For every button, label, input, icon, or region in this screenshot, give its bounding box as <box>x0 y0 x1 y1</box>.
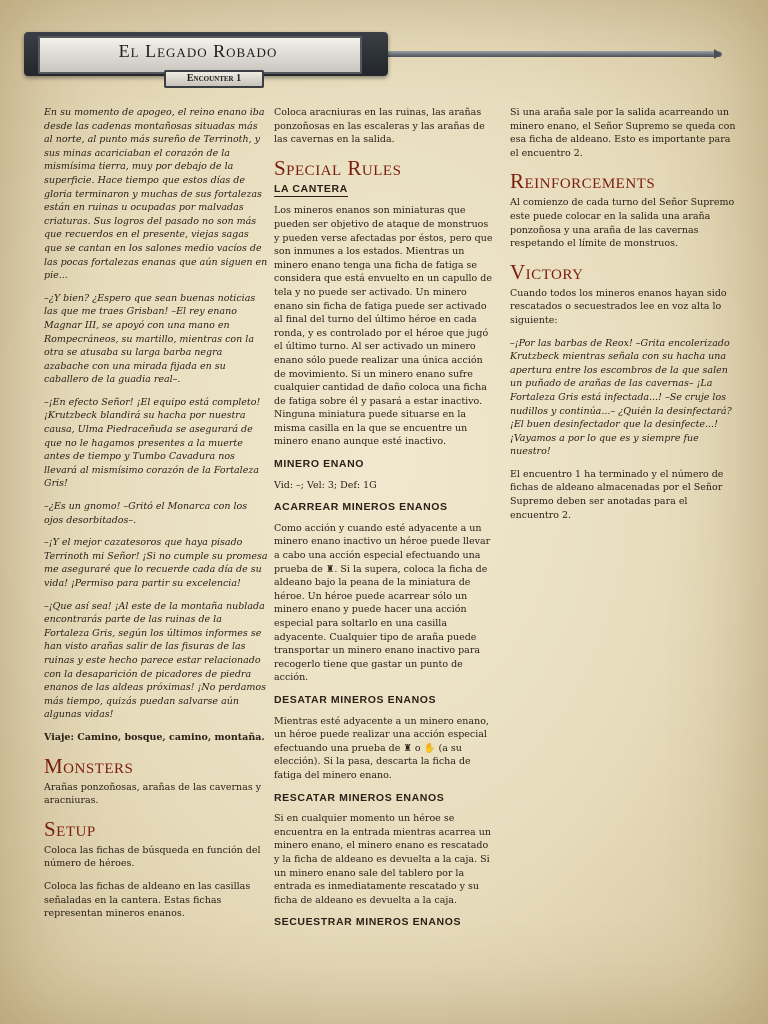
dialogue-paragraph: –¿Es un gnomo! –Gritó el Monarca con los ojos desorbitados–. <box>44 501 248 526</box>
setup-heading: Setup <box>44 816 96 841</box>
victory-text: Cuando todos los mineros enanos hayan sido rescatados o secuestrados lee en voz alta lo siguiente: <box>510 287 727 326</box>
special-rules-heading: Special Rules <box>274 155 402 180</box>
dialogue-paragraph: –¡En efecto Señor! ¡El equipo está completo! ¡Krutzbeck blandirá su hacha por nuestra causa, Ulma Piedraceñuda se asegurará de que no le hagamos presentes a la muerte antes de tiempo y Tumbo Cavadura nos llevará al mismísimo corazón de la Fortaleza Gris! <box>44 396 261 490</box>
column-middle <box>274 106 494 937</box>
minero-stats: Vid: –; Vel: 3; Def: 1G <box>274 479 377 491</box>
cantera-heading: LA CANTERA <box>274 183 348 198</box>
secuestrar-heading: SECUESTRAR MINEROS ENANOS <box>274 916 462 929</box>
encounter-label: Encounter 1 <box>164 70 264 88</box>
intro-paragraph: En su momento de apogeo, el reino enano iba desde las cadenas montañosas situadas más al norte, al punto más sureño de Terrinoth, y sus minas acariciaban el corazón de la mismísima tierra, muy por debajo de la superficie. Hace tiempo que estos días de gloria terminaron y muchas de sus fortalezas están en ruinas u ocupadas por malvadas criaturas. Sus logros del pasado no son más que recuerdos en el presente, viejas sagas que se cantan en los salones medio vacíos de las pocas fortalezas enanas que aún siguen en pie... <box>44 107 268 282</box>
minero-heading: MINERO ENANO <box>274 458 365 471</box>
desatar-heading: DESATAR MINEROS ENANOS <box>274 693 437 706</box>
banner-sword-tip <box>714 49 722 59</box>
victory-quote: –¡Por las barbas de Reox! –Grita encolerizado Krutzbeck mientras señala con su hacha una apertura entre los escombros de la que salen un puñado de arañas de las cavernas– ¡La Fortaleza Gris está infectada...! –Se cruje los nudillos y continúa...– ¿Quién la desinfectará? ¡El buen desinfectador que la desinfecte...! ¡Vayamos a por lo que es y siempre fue nuestro! <box>510 337 732 458</box>
monsters-heading: Monsters <box>44 753 134 778</box>
dialogue-paragraph: –¡Que así sea! ¡Al este de la montaña nublada encontrarás parte de las ruinas de la Fortaleza Gris, según los últimos informes se han visto arañas salir de las fisuras de las ruinas y este hecho parece estar relacionado con la desaparición de picadores de piedra enanos de las aldeas próximas! ¡No perdamos más tiempo, quizás puedan salvarse aún algunas vidas! <box>44 600 267 721</box>
ending-text: El encuentro 1 ha terminado y el número de fichas de aldeano almacenadas por el Señor Supremo deben ser anotadas para el encuentro 2. <box>510 468 724 521</box>
setup-paragraph: Coloca las fichas de búsqueda en función del número de héroes. <box>44 844 261 870</box>
reinforcements-heading: Reinforcements <box>510 169 656 194</box>
rescatar-heading: RESCATAR MINEROS ENANOS <box>274 791 445 804</box>
setup-paragraph: Coloca las fichas de aldeano en las casillas señaladas en la cantera. Estas fichas representan mineros enanos. <box>44 880 251 920</box>
rescatar-text: Si en cualquier momento un héroe se encuentra en la entrada mientras acarrea un minero enano, el minero enano es rescatado y la ficha de aldeano es devuelta a la caja. Si un minero enano sale del tablero por la entrada es inmediatamente rescatado y su ficha de aldeano es devuelta a la caja. <box>274 813 491 906</box>
dialogue-paragraph: –¿Y bien? ¿Espero que sean buenas noticias las que me traes Grisban! –El rey enano Magnar III, se apoyó con una mano en Rompecráneos, su martillo, mientras con la otra se atusaba su larga barba negra azabache con una mirada fijada en su caballero de la guadia real–. <box>44 292 256 386</box>
column-right <box>510 106 736 531</box>
reinforcements-text: Al comienzo de cada turno del Señor Supremo este puede colocar en la salida una araña ponzoñosa y una araña de las cavernas respetando el límite de monstruos. <box>510 197 735 250</box>
desatar-text: Mientras esté adyacente a un minero enano, un héroe puede realizar una acción especial efectuando una prueba de ♜ o ✋ (a su elección). Si la pasa, descarta la ficha de fatiga del minero enano. <box>274 715 489 781</box>
cantera-text: Los mineros enanos son miniaturas que pueden ser objetivo de ataque de monstruos y pueden verse afectadas por éstos, pero que son inmunes a los estados. Mientras un minero enano tenga una ficha de fatiga se considera que está envuelto en un capullo de tela y no puede ser activado. Un minero enano sin ficha de fatiga puede ser activado al final del turno del último héroe en cada ronda, y es controlado por el héroe que jugó el último turno. Al ser activado un minero enano sólo puede realizar una única acción de movimiento. Si un minero enano sufre cualquier cantidad de daño coloca una ficha de fatiga sobre él y pasará a estar inactivo. Ninguna miniatura puede situarse en la misma casilla en la que se encuentre un minero enano aunque esté inactivo. <box>274 205 493 448</box>
secuestrar-text: Si una araña sale por la salida acarreando un minero enano, el Señor Supremo se queda con esa ficha de aldeano. Esto es importante para el encuentro 2. <box>510 107 736 159</box>
monsters-text: Arañas ponzoñosas, arañas de las cavernas y aracniuras. <box>44 781 262 807</box>
acarrear-heading: ACARREAR MINEROS ENANOS <box>274 501 448 514</box>
victory-heading: Victory <box>510 259 584 284</box>
page-title: El Legado Robado <box>118 41 278 61</box>
acarrear-text: Como acción y cuando esté adyacente a un minero enano inactivo un héroe puede llevar a cabo una acción especial efectuando una prueba de ♜. Si la supera, coloca la ficha de aldeano bajo la peana de la miniatura de héroe. Un héroe puede acarrear sólo un minero enano y puede hacer una acción especial para soltarlo en una casilla adyacente. Cualquier tipo de araña puede transportar un minero enano inactivo para recogerlo tiene que gastar un punto de acción. <box>274 522 491 684</box>
banner-sword-line <box>370 51 722 57</box>
travel-line: Viaje: Camino, bosque, camino, montaña. <box>44 731 265 743</box>
column-left <box>44 106 268 930</box>
placement-paragraph: Coloca aracniuras en las ruinas, las arañas ponzoñosas en las escaleras y las arañas de las cavernas en la salida. <box>274 107 485 146</box>
dialogue-paragraph: –¡Y el mejor cazatesoros que haya pisado Terrinoth mi Señor! ¡Si no cumple su promesa me aseguraré que lo recuerde cada día de su vida! ¡Permiso para partir su excelencia! <box>44 537 268 589</box>
